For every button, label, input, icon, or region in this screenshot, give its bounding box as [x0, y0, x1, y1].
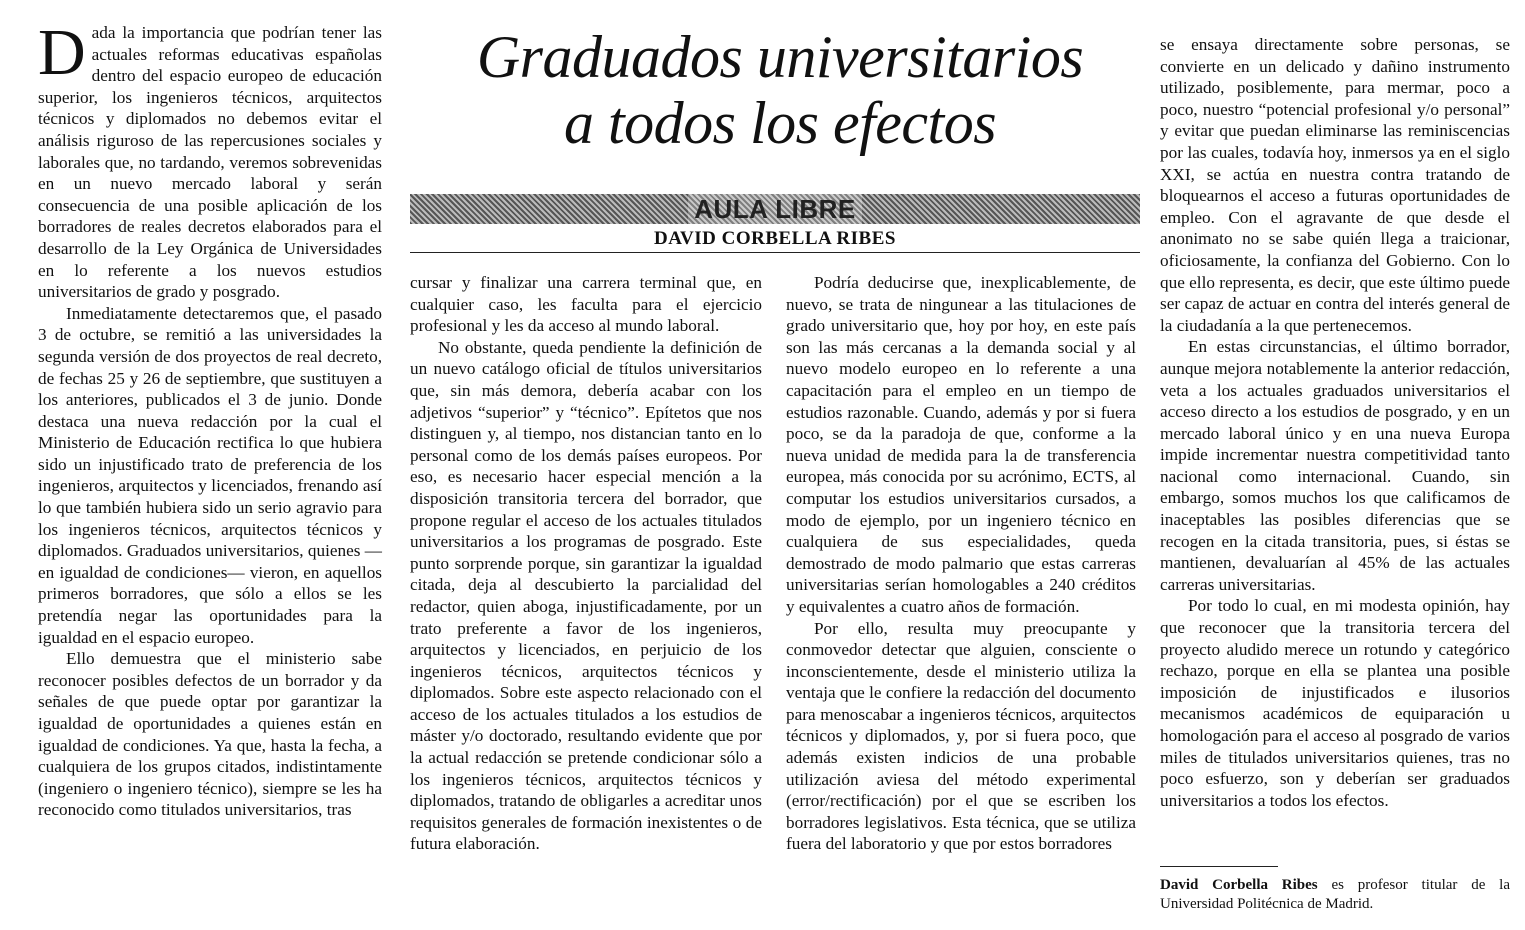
byline: DAVID CORBELLA RIBES — [654, 228, 896, 249]
signature-divider — [1160, 866, 1278, 867]
article-column-2 — [410, 272, 762, 855]
author-description: es profesor titular de la Universidad Politécnica de Madrid. — [1160, 877, 1510, 912]
drop-cap: D — [38, 16, 86, 89]
paragraph: se ensaya directamente sobre personas, se convierte en un delicado y dañino instrumento utilizado, posiblemente, para mermar, poco a poco, nuestro “potencial profesional y/o personal” y evitar que puedan eliminarse las reminiscencias por las cuales, todavía hoy, inmersos ya en el siglo XXI, se actúa en nuestra contra tratando de bloquearnos el acceso a futuras oportunidades de empleo. Con el agravante de que desde el anonimato no se sabe quién llega a traicionar, oficiosamente, la confianza del Gobierno. Con lo que ello representa, es decir, que este último puede ser capaz de actuar en contra del interés general de la ciudadanía a la que pertenecemos. — [1160, 35, 1510, 335]
section-label: AULA LIBRE — [688, 194, 861, 225]
headline — [410, 24, 1150, 156]
author-name: David Corbella Ribes — [1160, 877, 1318, 893]
paragraph-text: ada la importancia que podrían tener las actuales reformas educativas españolas dentro del espacio europeo de educación superior, los ingenieros técnicos, arquitectos técnicos y diplomados no debemos evitar el análisis riguroso de las repercusiones sociales y laborales que, no tardando, veremos sobrevenidas en un nuevo mercado laboral y serán consecuencia de una posible aplicación de los borradores de reales decretos elaborados para el desarrollo de la Ley Orgánica de Universidades en lo referente a los nuevos estudios universitarios de grado y posgrado. — [38, 23, 382, 302]
author-note — [1160, 876, 1510, 914]
paragraph: Podría deducirse que, inexplicablemente, de nuevo, se trata de ningunear a las titulaciones de grado universitario que, hoy por hoy, en este país son las más cercanas a la demanda social y al nuevo modelo europeo en lo referente a una capacitación para el empleo en un tiempo de estudios razonable. Cuando, además y por si fuera poco, se da la paradoja de que, conforme a la nueva unidad de medida para la de transferencia europea, más conocida por su acrónimo, ECTS, al computar los estudios universitarios cursados, a modo de ejemplo, por un ingeniero técnico en cualquiera de sus especialidades, queda demostrado de modo palmario que estas carreras universitarias serían homologables a 240 créditos y equivalentes a cuatro años de formación. — [786, 273, 1136, 616]
paragraph: Por todo lo cual, en mi modesta opinión, hay que reconocer que la transitoria tercera del proyecto aludido merece un rotundo y categórico rechazo, porque en ella se plantea una posible imposición de injustificados e ilusorios mecanismos académicos de equiparación u homologación para el acceso al posgrado de varios miles de titulados universitarios quienes, tras no poco esfuerzo, son y deberían ser graduados universitarios a todos los efectos. — [1160, 596, 1510, 810]
article-column-1 — [38, 16, 382, 821]
paragraph: Por ello, resulta muy preocupante y conmovedor detectar que alguien, consciente o inconscientemente, desde el ministerio utiliza la ventaja que le confiere la redacción del documento para menoscabar a ingenieros técnicos, arquitectos técnicos y diplomados, y, por si fuera poco, que además existen indicios de una probable utilización aviesa del método experimental (error/rectificación) por el que se escriben los borradores legislativos. Esta técnica, que se utiliza fuera del laboratorio y que por estos borradores — [786, 618, 1136, 854]
section-band — [410, 194, 1140, 224]
paragraph: Ello demuestra que el ministerio sabe reconocer posibles defectos de un borrador y da señales de que puede optar por garantizar la igualdad de oportunidades a quienes están en igualdad de condiciones. Ya que, hasta la fecha, a cualquiera de los grupos citados, indistintamente (ingeniero o ingeniero técnico), siempre se les ha reconocido como titulados universitarios, tras — [38, 649, 382, 820]
paragraph: En estas circunstancias, el último borrador, aunque mejora notablemente la anterior redacción, veta a los actuales graduados universitarios el acceso directo a los estudios de posgrado, y en un mercado laboral único y en una nueva Europa impide incrementar nuestra competitividad tanto nacional como internacional. Cuando, sin embargo, somos muchos los que calificamos de inaceptables las posibles diferencias que se recogen en la citada transitoria, pues, si éstas se mantienen, devaluarían al 45% de las actuales carreras universitarias. — [1160, 337, 1510, 594]
headline-line-2: a todos los efectos — [563, 90, 997, 156]
article-column-3 — [786, 272, 1136, 855]
headline-line-1: Graduados universitarios — [476, 24, 1084, 90]
paragraph — [38, 16, 382, 303]
byline-divider — [410, 252, 1140, 253]
paragraph: Inmediatamente detectaremos que, el pasado 3 de octubre, se remitió a las universidades la segunda versión de dos proyectos de real decreto, de fechas 25 y 26 de septiembre, que sustituyen a los anteriores, publicados el 3 de junio. Donde destaca una nueva redacción por la cual el Ministerio de Educación rectifica lo que hubiera sido un injustificado trato de preferencia de los ingenieros, arquitectos y licenciados, frenando así lo que también hubiera sido un serio agravio para los ingenieros técnicos, arquitectos técnicos y diplomados. Graduados universitarios, quienes —en igualdad de condiciones— vieron, en aquellos primeros borradores, que sólo a ellos se les pretendía negar las oportunidades para la igualdad en el espacio europeo. — [38, 303, 382, 647]
paragraph: No obstante, queda pendiente la definición de un nuevo catálogo oficial de títulos universitarios que, sin más demora, debería acabar con los adjetivos “superior” y “técnico”. Epítetos que nos distinguen y, al tiempo, nos distancian tanto en lo personal como de los demás países europeos. Por eso, es necesario hacer especial mención a la disposición transitoria tercera del borrador, que propone regular el acceso de los actuales titulados universitarios a los programas de posgrado. Este punto sorprende porque, sin garantizar la igualdad citada, deja al descubierto la parcialidad del redactor, quien aboga, injustificadamente, por un trato preferente a favor de los ingenieros, arquitectos y licenciados, en perjuicio de los ingenieros técnicos, arquitectos técnicos y diplomados. Sobre este aspecto relacionado con el acceso de los actuales titulados a los estudios de máster y/o doctorado, resultando evidente que por la actual redacción se pretende condicionar sólo a los ingenieros técnicos, arquitectos técnicos y diplomados, tratando de obligarles a acreditar unos requisitos generales de formación inexistentes o de futura elaboración. — [410, 337, 762, 854]
paragraph: cursar y finalizar una carrera terminal que, en cualquier caso, les faculta para el ejercicio profesional y les da acceso al mundo laboral. — [410, 273, 762, 336]
article-column-4 — [1160, 34, 1510, 811]
